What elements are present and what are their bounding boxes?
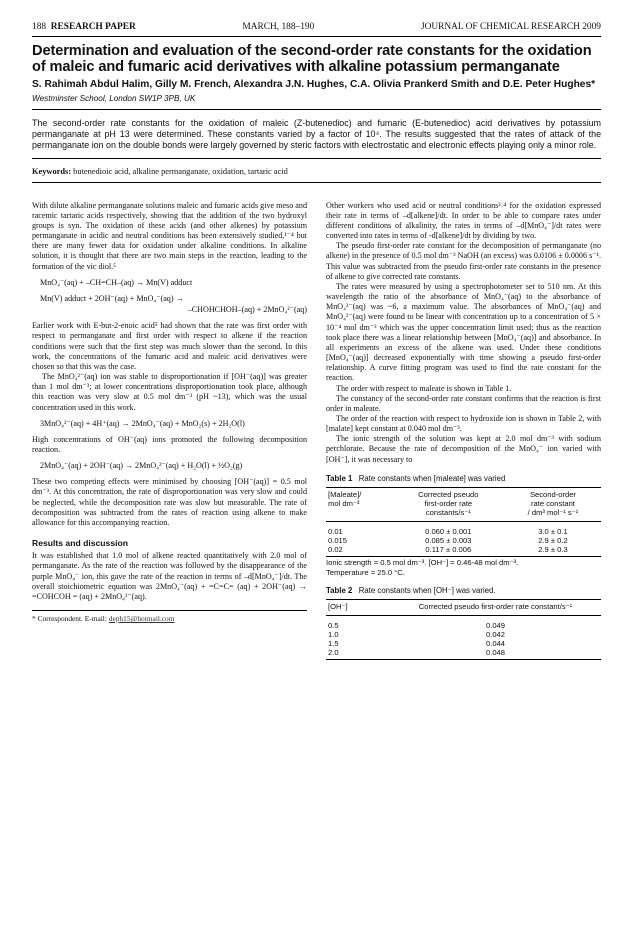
- intro-paragraph-5: These two competing effects were minimised by choosing [OH⁻(aq)] = 0.5 mol dm⁻³. At this concentration, the rate of disproportionation was very slow and could be neglected, while the decomposition rate was slow but measurable. The rate of decomposition was subtracted from the rates of reaction using alkene to make allowance for this accompanying reaction.: [32, 477, 307, 527]
- table-cell: 0.01: [328, 526, 343, 536]
- left-column: [32, 201, 307, 660]
- table-cell: 0.044: [485, 639, 505, 649]
- right-paragraph-7: The ionic strength of the solution was kept at 2.0 mol dm⁻³ with sodium perchlorate. Because the rate of decomposition of the MnO₄⁻ ion varied with [OH⁻], it was necessary to: [326, 434, 601, 464]
- equation-2-line-1: Mn(V) adduct + 2OH⁻(aq) + MnO₄⁻(aq) →: [40, 293, 184, 303]
- table-2-caption: [326, 586, 601, 596]
- table-cell: 3.0 ± 0.1: [538, 526, 568, 536]
- equation-1: MnO₄⁻(aq) + –CH=CH–(aq) → Mn(V) adduct: [40, 277, 193, 287]
- table-cell: 0.117 ± 0.006: [425, 544, 472, 554]
- header-rule: [32, 36, 601, 37]
- table-1-note-temperature: Temperature = 25.0 °C.: [326, 567, 405, 577]
- issue-date: MARCH, 188–190: [242, 22, 315, 32]
- table-2-header-row: [326, 600, 601, 616]
- equation-3: 3MnO₄²⁻(aq) + 4H⁺(aq) → 2MnO₄⁻(aq) + MnO₂(s) + 2H₂O(l): [40, 418, 245, 428]
- table-row: [326, 521, 601, 536]
- article-title: Determination and evaluation of the second-order rate constants for the oxidation of maleic and fumaric acid derivatives with alkaline potassium permanganate: [32, 43, 592, 76]
- table-1-header-pseudo-rate: Corrected pseudo first-order rate constants/s⁻¹: [392, 487, 505, 521]
- table-cell: 0.048: [485, 648, 505, 658]
- intro-paragraph-4: High concentrations of OH⁻(aq) ions promoted the following decomposition reaction.: [32, 434, 307, 454]
- table-1: [326, 487, 601, 557]
- table-cell: 0.02: [328, 544, 343, 554]
- journal-name: JOURNAL OF CHEMICAL RESEARCH 2009: [420, 22, 601, 32]
- section-label: RESEARCH PAPER: [50, 22, 136, 32]
- equation-4: 2MnO₄⁻(aq) + 2OH⁻(aq) → 2MnO₄²⁻(aq) + H₂O(l) + ½O₂(g): [40, 461, 243, 471]
- equation-2-line-2: –CHOHCHOH–(aq) + 2MnO₄²⁻(aq): [187, 305, 307, 315]
- footnote-text: * Correspondent. E-mail:: [32, 614, 107, 624]
- keywords-rule: [32, 182, 601, 183]
- right-paragraph-2: The pseudo first-order rate constant for the decomposition of permanganate (no alkene) in the presence of 0.5 mol dm⁻³ NaOH (an excess) was 0.0106 ± 0.0006 s⁻¹. This value was subtracted from the pseudo first-order rate constants in the presence of alkene to give corrected rate constants.: [326, 241, 601, 281]
- running-head: [32, 22, 601, 34]
- table-1-header-second-order: Second-order rate constant / dm³ mol⁻¹ s⁻¹: [505, 487, 601, 521]
- table-cell: 0.5: [328, 621, 339, 631]
- right-paragraph-1: Other workers who used acid or neutral conditions²˒⁴ for the oxidation expressed their rate in terms of –d[alkene]/dt. In order to be able to compare rates under different conditions of alkalinity, the rates in terms of –d[MnO₄⁻]/dt rates were converted into rates in terms of -d[alkene]/dt by dividing by two.: [326, 200, 601, 241]
- table-1-note-ionic-strength: Ionic strength = 0.5 mol dm⁻³. [OH⁻] = 0.46-48 mol dm⁻³.: [326, 557, 519, 567]
- table-cell: 2.0: [328, 648, 339, 658]
- table-row: [326, 648, 601, 660]
- table-cell: 1.0: [328, 630, 339, 640]
- intro-paragraph-3: The MnO₄²⁻(aq) ion was stable to disproportionation if [OH⁻(aq)] was greater than 1 mol dm⁻³; at lower concentrations disproportionation took place, although this reaction was very slow at 0.5 mol dm⁻³ (pH ~13), which was the usual concentration used in this work.: [32, 372, 307, 412]
- table-cell: 1.5: [328, 639, 339, 649]
- table-1-header-row: [326, 487, 601, 521]
- table-cell: 0.060 ± 0.001: [425, 526, 472, 536]
- affiliation: Westminster School, London SW1P 3PB, UK: [32, 93, 196, 103]
- right-paragraph-5: The constancy of the second-order rate constant confirms that the reaction is first order in maleate.: [326, 393, 601, 413]
- table-1-label: Table 1: [326, 473, 353, 483]
- table-cell: 0.042: [485, 630, 505, 640]
- table-1-title: Rate constants when [maleate] was varied: [358, 473, 506, 483]
- body-columns: [32, 201, 601, 660]
- abstract-top-rule: [32, 109, 601, 110]
- table-cell: 0.085 ± 0.003: [425, 535, 472, 545]
- footnote: [32, 614, 307, 624]
- intro-paragraph-1: With dilute alkaline permanganate solutions maleic and fumaric acids give meso and racemic tartaric acids respectively, showing that the addition of the two hydroxyl groups is syn. The oxidation of these acids (and other alkenes) by potassium permanganate in acidic and neutral conditions has been extensively studied,¹⁻⁴ but there are many fewer data for oxidation under alkaline conditions. In alkaline solution, it is thought that there are two main steps in the reaction, leading to the formation of the vic diol.⁵: [32, 200, 307, 271]
- correspondent-email-link[interactable]: deph15@hotmail.com: [108, 614, 175, 624]
- abstract: The second-order rate constants for the oxidation of maleic (Z-butenedioc) and fumaric (E-butenedioc) acid derivatives by potassium permanganate at pH 13 were determined. These constants varied by a factor of 10⁴. The results suggested that the rates of attack of the permanganate ion on the double bonds were largely governed by steric factors with electrostatic and electronic effects playing only a minor role.: [32, 117, 601, 151]
- keywords: [32, 167, 601, 176]
- author-list: S. Rahimah Abdul Halim, Gilly M. French, Alexandra J.N. Hughes, C.A. Olivia Prankerd Smith and D.E. Peter Hughes*: [32, 78, 596, 90]
- keywords-label: Keywords:: [32, 166, 72, 176]
- intro-paragraph-2: Earlier work with E-but-2-enoic acid⁵ had shown that the rate was first order with respect to permanganate and first order with respect to alkene if the reaction conditions were such that the first step was much slower than the second. In this work, the concentrations of the fumaric acid and maleic acid derivatives were chosen so that this was the case.: [32, 321, 307, 371]
- table-row: [326, 536, 601, 545]
- table-1-header-maleate: [Maleate]/ mol dm⁻³: [326, 487, 392, 521]
- right-column: [326, 201, 601, 660]
- keywords-text: butenedioic acid, alkaline permanganate, oxidation, tartaric acid: [73, 166, 288, 176]
- right-paragraph-3: The rates were measured by using a spectrophotometer set to 510 nm. At this wavelength the ratio of the absorbance of MnO₄⁻(aq) to the absorbance of MnO₄²⁻(aq) was ~6, a maximum value. The absorbances of MnO₄⁻(aq) and MnO₄²⁻(aq) were found to be linear with concentration up to a concentration of 5 × 10⁻⁴ mol dm⁻³ which was the upper concentration limit used; thus as the reaction took place there was a linear relationship between [MnO₄⁻(aq)] and absorbance. In all experiments an excess of the alkene was used. Under these conditions [MnO₄⁻(aq)] decreased exponentially with time showing a pseudo first-order relationship. A curve fitting program was used to find the rate constant for the reaction.: [326, 281, 601, 383]
- table-1-caption: [326, 474, 601, 484]
- page-number: 188: [32, 22, 47, 32]
- right-paragraph-6: The order of the reaction with respect to hydroxide ion is shown in Table 2, with [malate] kept constant at 0.040 mol dm⁻³.: [326, 413, 601, 434]
- footnote-rule: [32, 610, 307, 611]
- running-head-left: [32, 22, 136, 32]
- table-2-header-rate: Corrected pseudo first-order rate constant/s⁻¹: [390, 600, 601, 616]
- right-paragraph-4: The order with respect to maleate is shown in Table 1.: [336, 383, 512, 393]
- abstract-bottom-rule: [32, 158, 601, 159]
- table-2-header-oh: [OH⁻]: [326, 600, 390, 616]
- table-2-title: Rate constants when [OH⁻] was varied.: [358, 585, 496, 595]
- table-row: [326, 639, 601, 648]
- results-paragraph-1: It was established that 1.0 mol of alkene reacted quantitatively with 2.0 mol of permanganate. As the rate of the reaction was followed by the disappearance of the purple MnO₄⁻ ion, this gave the rate of the reaction in terms of –d[MnO₄⁻]/dt. The overall stoichiometric equation was 2MnO₄⁻(aq) + =C=C= (aq) + 2OH⁻(aq) → =COHCOH = (aq) + 2MnO₄²⁻(aq).: [32, 551, 307, 601]
- table-cell: 2.9 ± 0.2: [538, 535, 568, 545]
- table-row: [326, 630, 601, 639]
- table-row: [326, 616, 601, 631]
- table-2-label: Table 2: [326, 585, 353, 595]
- table-cell: 2.9 ± 0.3: [538, 544, 568, 554]
- table-cell: 0.049: [485, 621, 505, 631]
- table-cell: 0.015: [328, 535, 348, 545]
- table-row: [326, 545, 601, 557]
- results-heading: Results and discussion: [32, 538, 128, 549]
- table-2: [326, 599, 601, 660]
